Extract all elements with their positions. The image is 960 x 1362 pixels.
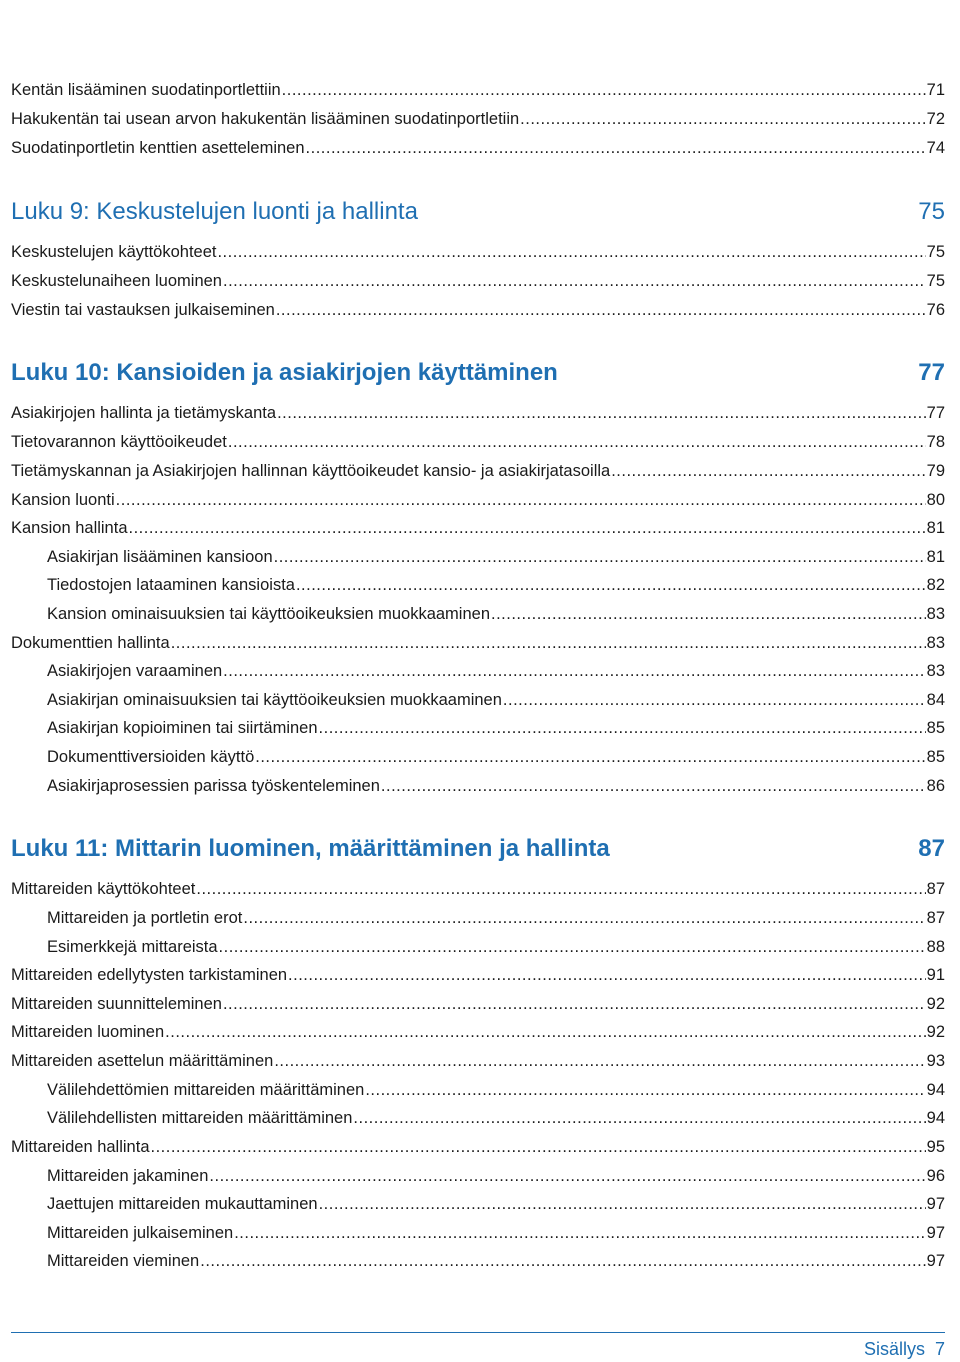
toc-entry-title: Kansion luonti <box>11 491 115 509</box>
chapter-title: Luku 9: Keskustelujen luonti ja hallinta <box>11 198 418 225</box>
dot-leader <box>196 877 925 901</box>
toc-entry-page: 81 <box>926 548 945 566</box>
toc-entry-page: 81 <box>926 519 945 537</box>
toc-entry-title: Asiakirjan kopioiminen tai siirtäminen <box>47 719 318 737</box>
dot-leader <box>116 488 926 512</box>
dot-leader <box>243 906 925 930</box>
toc-entry-title: Kansion hallinta <box>11 519 128 537</box>
dot-leader <box>491 602 926 626</box>
toc-entry-page: 97 <box>926 1195 945 1213</box>
toc-entry-title: Esimerkkejä mittareista <box>47 938 218 956</box>
toc-entry[interactable] <box>11 516 945 540</box>
toc-entry-page: 75 <box>926 243 945 261</box>
toc-subentry[interactable] <box>47 1164 945 1188</box>
toc-entry-page: 91 <box>926 966 945 984</box>
toc-entry-page: 87 <box>926 880 945 898</box>
toc-subentry[interactable] <box>47 602 945 626</box>
toc-entry-page: 97 <box>926 1252 945 1270</box>
chapter-page: 77 <box>918 359 945 386</box>
dot-leader <box>503 688 926 712</box>
chapter-heading[interactable] <box>11 196 945 228</box>
toc-entry-page: 88 <box>926 938 945 956</box>
toc-entry[interactable] <box>11 459 945 483</box>
toc-entry[interactable] <box>11 877 945 901</box>
toc-entry-title: Mittareiden ja portletin erot <box>47 909 243 927</box>
toc-entry-page: 83 <box>926 634 945 652</box>
dot-leader <box>234 1221 925 1245</box>
toc-entry-page: 75 <box>926 272 945 290</box>
toc-entry-page: 87 <box>926 909 945 927</box>
chapter-title: Luku 11: Mittarin luominen, määrittäminen ja hallinta <box>11 835 610 862</box>
toc-entry-page: 74 <box>926 139 945 157</box>
toc-entry[interactable] <box>11 631 945 655</box>
dot-leader <box>306 136 926 160</box>
toc-entry-page: 93 <box>926 1052 945 1070</box>
chapter-page: 75 <box>918 198 945 225</box>
toc-entry-title: Mittareiden jakaminen <box>47 1167 209 1185</box>
toc-subentry[interactable] <box>47 573 945 597</box>
toc-entry-page: 96 <box>926 1167 945 1185</box>
toc-entry-title: Mittareiden käyttökohteet <box>11 880 196 898</box>
toc-entry-title: Tiedostojen lataaminen kansioista <box>47 576 295 594</box>
toc-entry-title: Suodatinportletin kenttien asetteleminen <box>11 139 305 157</box>
toc-entry-page: 85 <box>926 719 945 737</box>
toc-entry[interactable] <box>11 107 945 131</box>
toc-entry[interactable] <box>11 401 945 425</box>
footer-page-number: 7 <box>934 1339 945 1359</box>
dot-leader <box>319 1192 926 1216</box>
toc-subentry[interactable] <box>47 1078 945 1102</box>
toc-entry-page: 94 <box>926 1109 945 1127</box>
dot-leader <box>151 1135 926 1159</box>
toc-entry-title: Välilehdettömien mittareiden määrittäminen <box>47 1081 365 1099</box>
toc-subentry[interactable] <box>47 906 945 930</box>
toc-subentry[interactable] <box>47 716 945 740</box>
toc-entry-title: Asiakirjojen hallinta ja tietämyskanta <box>11 404 277 422</box>
dot-leader <box>611 459 925 483</box>
toc-subentry[interactable] <box>47 774 945 798</box>
chapter-heading[interactable] <box>11 357 945 389</box>
toc-entry[interactable] <box>11 1135 945 1159</box>
toc-entry-title: Hakukentän tai usean arvon hakukentän lisääminen suodatinportletiin <box>11 110 520 128</box>
toc-entry-title: Mittareiden suunnitteleminen <box>11 995 222 1013</box>
toc-entry-title: Kentän lisääminen suodatinportlettiin <box>11 81 281 99</box>
toc-entry-page: 82 <box>926 576 945 594</box>
toc-entry-page: 85 <box>926 748 945 766</box>
toc-entry-page: 92 <box>926 1023 945 1041</box>
toc-entry-title: Kansion ominaisuuksien tai käyttöoikeuksien muokkaaminen <box>47 605 490 623</box>
toc-entry-title: Mittareiden luominen <box>11 1023 165 1041</box>
dot-leader <box>353 1106 925 1130</box>
toc-subentry[interactable] <box>47 545 945 569</box>
toc-entry-title: Asiakirjan lisääminen kansioon <box>47 548 273 566</box>
page-footer <box>864 1338 945 1360</box>
toc-subentry[interactable] <box>47 1192 945 1216</box>
toc-entry[interactable] <box>11 963 945 987</box>
dot-leader <box>228 430 926 454</box>
toc-entry[interactable] <box>11 1020 945 1044</box>
toc-entry-page: 77 <box>926 404 945 422</box>
dot-leader <box>165 1020 925 1044</box>
dot-leader <box>274 545 926 569</box>
dot-leader <box>209 1164 925 1188</box>
toc-entry-title: Mittareiden vieminen <box>47 1252 200 1270</box>
toc-entry-title: Tietämyskannan ja Asiakirjojen hallinnan käyttöoikeudet kansio- ja asiakirjatasoilla <box>11 462 611 480</box>
toc-entry-title: Asiakirjan ominaisuuksien tai käyttöoikeuksien muokkaaminen <box>47 691 502 709</box>
toc-subentry[interactable] <box>47 1249 945 1273</box>
toc-entry[interactable] <box>11 240 945 264</box>
dot-leader <box>171 631 926 655</box>
toc-entry-page: 83 <box>926 662 945 680</box>
toc-entry-page: 76 <box>926 301 945 319</box>
chapter-heading[interactable] <box>11 833 945 865</box>
dot-leader <box>520 107 925 131</box>
dot-leader <box>296 573 926 597</box>
dot-leader <box>200 1249 925 1273</box>
toc-entry-page: 78 <box>926 433 945 451</box>
toc-subentry[interactable] <box>47 688 945 712</box>
footer-divider <box>11 1332 945 1333</box>
footer-section: Sisällys <box>863 1339 925 1359</box>
dot-leader <box>282 78 926 102</box>
toc-entry-title: Jaettujen mittareiden mukauttaminen <box>47 1195 318 1213</box>
dot-leader <box>255 745 925 769</box>
toc-entry-title: Mittareiden hallinta <box>11 1138 150 1156</box>
dot-leader <box>223 992 926 1016</box>
toc-entry[interactable] <box>11 298 945 322</box>
toc-entry-page: 94 <box>926 1081 945 1099</box>
toc-entry[interactable] <box>11 430 945 454</box>
toc-entry-page: 95 <box>926 1138 945 1156</box>
toc-entry-title: Keskustelunaiheen luominen <box>11 272 222 290</box>
toc-entry-page: 83 <box>926 605 945 623</box>
toc-entry[interactable] <box>11 269 945 293</box>
toc-subentry[interactable] <box>47 1106 945 1130</box>
toc-entry-title: Mittareiden edellytysten tarkistaminen <box>11 966 288 984</box>
toc-entry-title: Dokumenttien hallinta <box>11 634 170 652</box>
dot-leader <box>276 298 926 322</box>
dot-leader <box>277 401 926 425</box>
dot-leader <box>217 240 925 264</box>
dot-leader <box>129 516 926 540</box>
toc-entry-page: 80 <box>926 491 945 509</box>
toc-entry-title: Mittareiden asettelun määrittäminen <box>11 1052 274 1070</box>
toc-entry[interactable] <box>11 136 945 160</box>
toc-entry[interactable] <box>11 78 945 102</box>
toc-subentry[interactable] <box>47 1221 945 1245</box>
dot-leader <box>223 269 926 293</box>
toc-subentry[interactable] <box>47 935 945 959</box>
toc-entry-title: Mittareiden julkaiseminen <box>47 1224 234 1242</box>
toc-entry[interactable] <box>11 992 945 1016</box>
toc-entry-title: Välilehdellisten mittareiden määrittäminen <box>47 1109 353 1127</box>
toc-entry-page: 84 <box>926 691 945 709</box>
toc-entry-page: 86 <box>926 777 945 795</box>
toc-entry-title: Asiakirjaprosessien parissa työskenteleminen <box>47 777 380 795</box>
dot-leader <box>223 659 925 683</box>
dot-leader <box>365 1078 925 1102</box>
toc-entry-title: Dokumenttiversioiden käyttö <box>47 748 255 766</box>
toc-entry-title: Asiakirjojen varaaminen <box>47 662 223 680</box>
toc-entry-title: Tietovarannon käyttöoikeudet <box>11 433 227 451</box>
toc-subentry[interactable] <box>47 659 945 683</box>
dot-leader <box>319 716 926 740</box>
toc-entry-page: 92 <box>926 995 945 1013</box>
chapter-title: Luku 10: Kansioiden ja asiakirjojen käyttäminen <box>11 359 558 386</box>
toc-entry[interactable] <box>11 488 945 512</box>
toc-entry-page: 71 <box>926 81 945 99</box>
toc-entry[interactable] <box>11 1049 945 1073</box>
chapter-page: 87 <box>918 835 945 862</box>
dot-leader <box>274 1049 925 1073</box>
toc-entry-page: 97 <box>926 1224 945 1242</box>
dot-leader <box>219 935 926 959</box>
dot-leader <box>381 774 926 798</box>
toc-subentry[interactable] <box>47 745 945 769</box>
dot-leader <box>288 963 926 987</box>
toc-entry-title: Viestin tai vastauksen julkaiseminen <box>11 301 275 319</box>
toc-entry-page: 72 <box>926 110 945 128</box>
toc-entry-title: Keskustelujen käyttökohteet <box>11 243 217 261</box>
toc-entry-page: 79 <box>926 462 945 480</box>
